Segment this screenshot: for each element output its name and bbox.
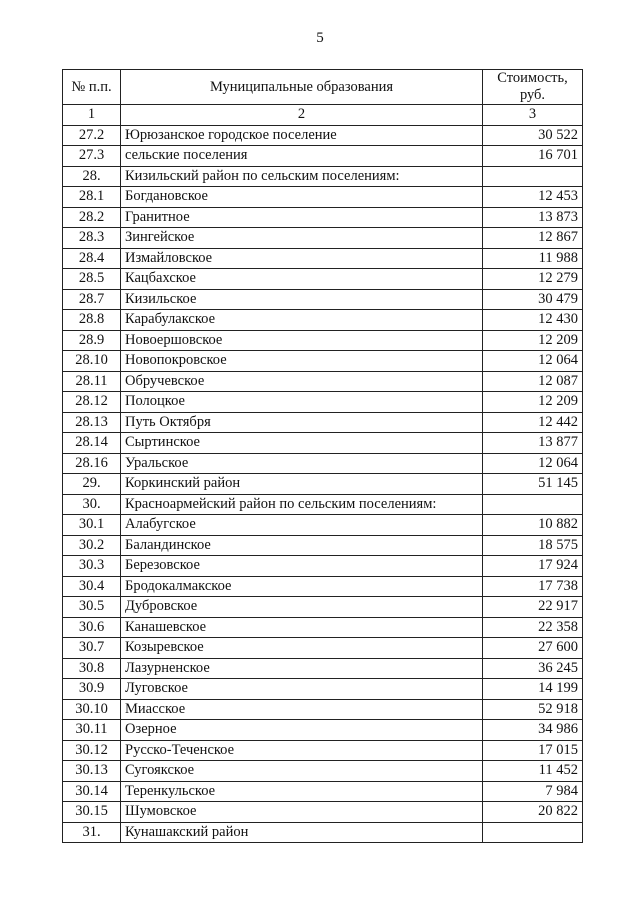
row-cost: 16 701: [483, 146, 583, 167]
row-cost: 27 600: [483, 638, 583, 659]
row-municipality: Кунашакский район: [121, 822, 483, 843]
row-cost: 12 209: [483, 392, 583, 413]
column-index: 3: [483, 105, 583, 126]
row-number: 28.10: [63, 351, 121, 372]
table-row: [63, 822, 583, 843]
row-cost: 30 522: [483, 125, 583, 146]
row-municipality: Озерное: [121, 720, 483, 741]
row-municipality: Березовское: [121, 556, 483, 577]
row-municipality: Дубровское: [121, 597, 483, 618]
row-number: 30.12: [63, 740, 121, 761]
row-cost: 51 145: [483, 474, 583, 495]
table-row: [63, 597, 583, 618]
table-row: [63, 802, 583, 823]
row-number: 28.: [63, 166, 121, 187]
row-number: 28.3: [63, 228, 121, 249]
header-number: № п.п.: [63, 70, 121, 105]
header-cost-line1: Стоимость,: [497, 70, 568, 86]
table-row: [63, 228, 583, 249]
table-row: [63, 781, 583, 802]
table-row: [63, 412, 583, 433]
row-municipality: Юрюзанское городское поселение: [121, 125, 483, 146]
table-row: [63, 371, 583, 392]
row-cost: [483, 822, 583, 843]
row-cost: 12 453: [483, 187, 583, 208]
row-number: 30.13: [63, 761, 121, 782]
row-municipality: Кацбахское: [121, 269, 483, 290]
row-municipality: Новопокровское: [121, 351, 483, 372]
row-municipality: Карабулакское: [121, 310, 483, 331]
table-row: [63, 351, 583, 372]
row-number: 27.2: [63, 125, 121, 146]
row-number: 30.7: [63, 638, 121, 659]
row-municipality: Зингейское: [121, 228, 483, 249]
row-cost: 12 209: [483, 330, 583, 351]
row-number: 27.3: [63, 146, 121, 167]
table-row: [63, 330, 583, 351]
row-municipality: Коркинский район: [121, 474, 483, 495]
table-row: [63, 740, 583, 761]
row-municipality: Новоершовское: [121, 330, 483, 351]
row-number: 30.6: [63, 617, 121, 638]
row-number: 30.5: [63, 597, 121, 618]
row-number: 28.12: [63, 392, 121, 413]
row-cost: 13 873: [483, 207, 583, 228]
row-number: 29.: [63, 474, 121, 495]
table-row: [63, 576, 583, 597]
row-municipality: Кизильский район по сельским поселениям:: [121, 166, 483, 187]
row-cost: 30 479: [483, 289, 583, 310]
row-number: 28.16: [63, 453, 121, 474]
row-number: 28.11: [63, 371, 121, 392]
row-municipality: Гранитное: [121, 207, 483, 228]
table-row: [63, 289, 583, 310]
table-row: [63, 535, 583, 556]
row-cost: 34 986: [483, 720, 583, 741]
header-cost: [483, 70, 583, 105]
row-cost: 22 358: [483, 617, 583, 638]
row-municipality: Шумовское: [121, 802, 483, 823]
row-number: 30.3: [63, 556, 121, 577]
row-municipality: Миасское: [121, 699, 483, 720]
row-municipality: Кизильское: [121, 289, 483, 310]
cost-table: [62, 69, 583, 843]
table-row: [63, 474, 583, 495]
table-row: [63, 556, 583, 577]
table-row: [63, 248, 583, 269]
table-row: [63, 166, 583, 187]
row-municipality: Русско-Теченское: [121, 740, 483, 761]
row-number: 30.8: [63, 658, 121, 679]
row-number: 28.1: [63, 187, 121, 208]
column-index-row: [63, 105, 583, 126]
row-municipality: Богдановское: [121, 187, 483, 208]
row-municipality: Луговское: [121, 679, 483, 700]
row-cost: 12 279: [483, 269, 583, 290]
row-number: 30.11: [63, 720, 121, 741]
row-cost: 52 918: [483, 699, 583, 720]
row-municipality: Бродокалмакское: [121, 576, 483, 597]
row-number: 28.14: [63, 433, 121, 454]
table-row: [63, 146, 583, 167]
row-municipality: Путь Октября: [121, 412, 483, 433]
row-cost: 17 738: [483, 576, 583, 597]
row-cost: [483, 494, 583, 515]
row-municipality: Канашевское: [121, 617, 483, 638]
row-municipality: Красноармейский район по сельским поселениям:: [121, 494, 483, 515]
table-row: [63, 494, 583, 515]
row-cost: [483, 166, 583, 187]
row-municipality: Измайловское: [121, 248, 483, 269]
row-cost: 20 822: [483, 802, 583, 823]
table-row: [63, 392, 583, 413]
row-number: 28.2: [63, 207, 121, 228]
row-number: 30.15: [63, 802, 121, 823]
row-cost: 17 924: [483, 556, 583, 577]
row-number: 28.9: [63, 330, 121, 351]
table-row: [63, 515, 583, 536]
table-header-row: [63, 70, 583, 105]
table-row: [63, 720, 583, 741]
row-cost: 36 245: [483, 658, 583, 679]
column-index: 2: [121, 105, 483, 126]
table-row: [63, 638, 583, 659]
row-number: 28.8: [63, 310, 121, 331]
table-row: [63, 658, 583, 679]
table-row: [63, 207, 583, 228]
table-row: [63, 699, 583, 720]
table-row: [63, 125, 583, 146]
row-cost: 22 917: [483, 597, 583, 618]
row-cost: 12 430: [483, 310, 583, 331]
row-municipality: Баландинское: [121, 535, 483, 556]
row-number: 28.5: [63, 269, 121, 290]
row-municipality: Полоцкое: [121, 392, 483, 413]
table-row: [63, 310, 583, 331]
row-cost: 14 199: [483, 679, 583, 700]
row-cost: 17 015: [483, 740, 583, 761]
row-cost: 12 087: [483, 371, 583, 392]
row-cost: 7 984: [483, 781, 583, 802]
row-cost: 12 064: [483, 453, 583, 474]
row-cost: 11 452: [483, 761, 583, 782]
row-number: 30.1: [63, 515, 121, 536]
row-municipality: Лазурненское: [121, 658, 483, 679]
row-cost: 13 877: [483, 433, 583, 454]
table-row: [63, 617, 583, 638]
row-municipality: Сыртинское: [121, 433, 483, 454]
row-municipality: Уральское: [121, 453, 483, 474]
row-municipality: Обручевское: [121, 371, 483, 392]
row-municipality: Алабугское: [121, 515, 483, 536]
row-number: 28.7: [63, 289, 121, 310]
row-number: 30.2: [63, 535, 121, 556]
table-row: [63, 187, 583, 208]
table-row: [63, 453, 583, 474]
row-cost: 12 442: [483, 412, 583, 433]
row-number: 28.13: [63, 412, 121, 433]
page-number: 5: [316, 30, 324, 46]
row-cost: 10 882: [483, 515, 583, 536]
header-municipality: Муниципальные образования: [121, 70, 483, 105]
row-cost: 12 064: [483, 351, 583, 372]
row-number: 30.14: [63, 781, 121, 802]
row-number: 28.4: [63, 248, 121, 269]
table-row: [63, 269, 583, 290]
row-number: 30.: [63, 494, 121, 515]
table-row: [63, 433, 583, 454]
row-municipality: Теренкульское: [121, 781, 483, 802]
row-cost: 12 867: [483, 228, 583, 249]
table-row: [63, 761, 583, 782]
row-number: 31.: [63, 822, 121, 843]
column-index: 1: [63, 105, 121, 126]
row-municipality: Козыревское: [121, 638, 483, 659]
row-number: 30.10: [63, 699, 121, 720]
header-cost-line2: руб.: [519, 87, 546, 103]
row-cost: 11 988: [483, 248, 583, 269]
row-cost: 18 575: [483, 535, 583, 556]
row-number: 30.4: [63, 576, 121, 597]
table-row: [63, 679, 583, 700]
row-municipality: сельские поселения: [121, 146, 483, 167]
row-number: 30.9: [63, 679, 121, 700]
row-municipality: Сугоякское: [121, 761, 483, 782]
